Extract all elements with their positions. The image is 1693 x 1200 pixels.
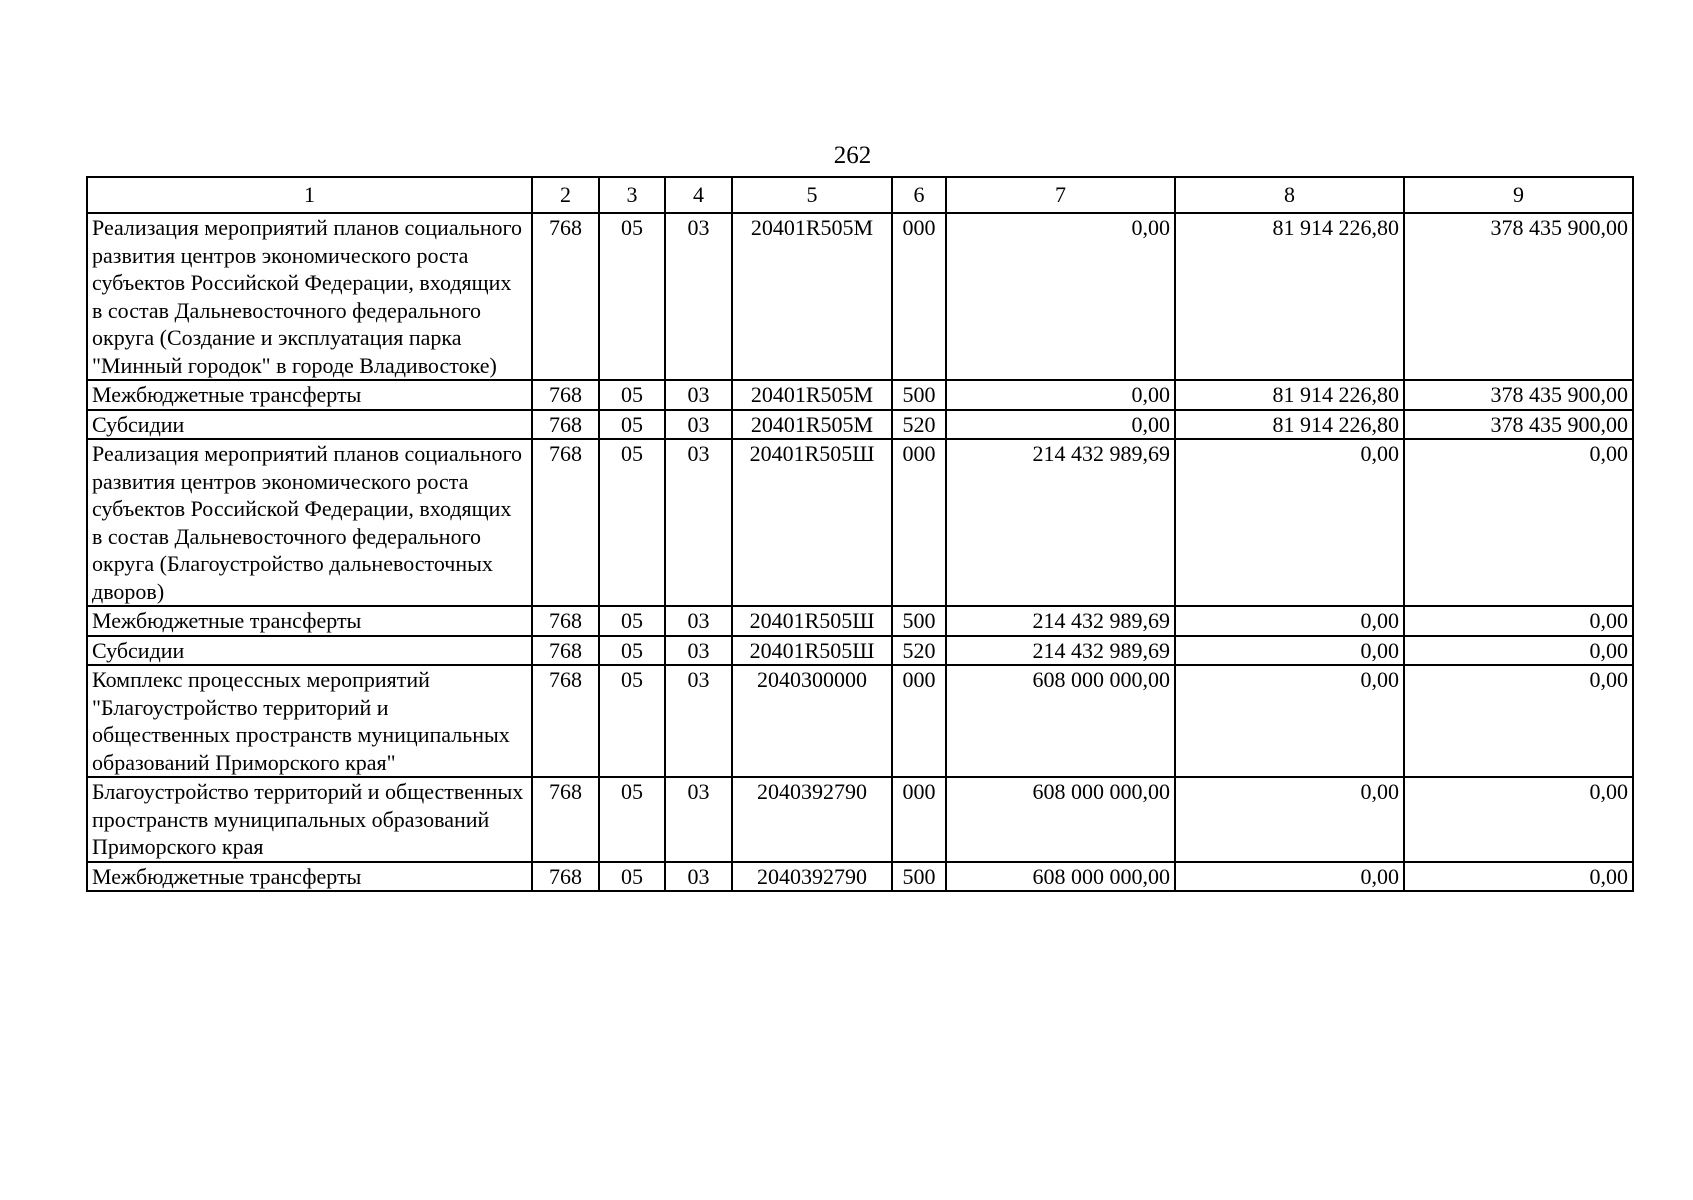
row-code-4: 03 (665, 380, 732, 410)
row-amount-9: 0,00 (1404, 439, 1633, 606)
row-code-2: 768 (532, 213, 599, 380)
budget-table (86, 176, 1634, 892)
table-row (87, 636, 1633, 666)
row-name: Реализация мероприятий планов социального развития центров экономического роста субъектов Российской Федерации, входящих в состав Дальневосточного федерального округа (Благоустройство дальневосточных дворов) (87, 439, 532, 606)
row-code-4: 03 (665, 665, 732, 777)
header-cell-3: 3 (599, 177, 665, 213)
row-amount-8: 81 914 226,80 (1175, 380, 1404, 410)
row-code-2: 768 (532, 862, 599, 892)
row-amount-7: 0,00 (946, 410, 1175, 440)
row-code-5: 20401R505M (732, 380, 892, 410)
table-row (87, 862, 1633, 892)
table-row (87, 213, 1633, 380)
row-code-4: 03 (665, 606, 732, 636)
table-row (87, 777, 1633, 862)
header-cell-8: 8 (1175, 177, 1404, 213)
row-amount-9: 378 435 900,00 (1404, 380, 1633, 410)
header-cell-5: 5 (732, 177, 892, 213)
row-amount-8: 81 914 226,80 (1175, 410, 1404, 440)
row-code-3: 05 (599, 410, 665, 440)
row-code-3: 05 (599, 213, 665, 380)
header-row (87, 177, 1633, 213)
row-name: Субсидии (87, 410, 532, 440)
row-code-5: 2040392790 (732, 777, 892, 862)
row-amount-9: 0,00 (1404, 777, 1633, 862)
row-amount-7: 214 432 989,69 (946, 636, 1175, 666)
row-code-5: 20401R505Ш (732, 636, 892, 666)
header-cell-6: 6 (892, 177, 946, 213)
row-code-3: 05 (599, 777, 665, 862)
page-number: 262 (833, 142, 872, 169)
row-code-3: 05 (599, 636, 665, 666)
row-code-2: 768 (532, 439, 599, 606)
row-code-3: 05 (599, 606, 665, 636)
row-amount-7: 608 000 000,00 (946, 862, 1175, 892)
row-amount-9: 0,00 (1404, 665, 1633, 777)
table-row (87, 410, 1633, 440)
row-amount-7: 214 432 989,69 (946, 606, 1175, 636)
header-cell-9: 9 (1404, 177, 1633, 213)
table-row (87, 665, 1633, 777)
row-amount-7: 608 000 000,00 (946, 777, 1175, 862)
row-code-5: 20401R505Ш (732, 439, 892, 606)
row-code-2: 768 (532, 410, 599, 440)
row-code-6: 500 (892, 862, 946, 892)
row-amount-8: 0,00 (1175, 636, 1404, 666)
row-code-2: 768 (532, 665, 599, 777)
row-code-4: 03 (665, 777, 732, 862)
row-code-4: 03 (665, 213, 732, 380)
header-cell-7: 7 (946, 177, 1175, 213)
table-row (87, 606, 1633, 636)
row-code-3: 05 (599, 380, 665, 410)
row-amount-9: 378 435 900,00 (1404, 213, 1633, 380)
row-code-3: 05 (599, 862, 665, 892)
row-code-5: 20401R505Ш (732, 606, 892, 636)
row-amount-9: 378 435 900,00 (1404, 410, 1633, 440)
row-code-2: 768 (532, 380, 599, 410)
table-row (87, 380, 1633, 410)
row-amount-8: 81 914 226,80 (1175, 213, 1404, 380)
row-amount-8: 0,00 (1175, 606, 1404, 636)
row-code-4: 03 (665, 862, 732, 892)
row-amount-8: 0,00 (1175, 439, 1404, 606)
row-code-5: 2040392790 (732, 862, 892, 892)
header-cell-2: 2 (532, 177, 599, 213)
row-name: Межбюджетные трансферты (87, 862, 532, 892)
row-amount-9: 0,00 (1404, 606, 1633, 636)
row-amount-9: 0,00 (1404, 862, 1633, 892)
row-name: Реализация мероприятий планов социального развития центров экономического роста субъектов Российской Федерации, входящих в состав Дальневосточного федерального округа (Создание и эксплуатация парка "Минный городок" в городе Владивостоке) (87, 213, 532, 380)
row-name: Межбюджетные трансферты (87, 606, 532, 636)
row-code-4: 03 (665, 636, 732, 666)
row-name: Межбюджетные трансферты (87, 380, 532, 410)
row-code-2: 768 (532, 636, 599, 666)
row-code-5: 2040300000 (732, 665, 892, 777)
row-code-4: 03 (665, 410, 732, 440)
row-amount-7: 0,00 (946, 380, 1175, 410)
row-code-6: 520 (892, 636, 946, 666)
row-amount-7: 214 432 989,69 (946, 439, 1175, 606)
header-cell-4: 4 (665, 177, 732, 213)
row-code-4: 03 (665, 439, 732, 606)
row-code-3: 05 (599, 665, 665, 777)
row-code-6: 000 (892, 213, 946, 380)
row-amount-9: 0,00 (1404, 636, 1633, 666)
row-code-6: 520 (892, 410, 946, 440)
row-code-5: 20401R505M (732, 213, 892, 380)
row-code-6: 000 (892, 439, 946, 606)
row-code-5: 20401R505M (732, 410, 892, 440)
row-code-3: 05 (599, 439, 665, 606)
row-amount-8: 0,00 (1175, 862, 1404, 892)
header-cell-1: 1 (87, 177, 532, 213)
row-code-6: 500 (892, 606, 946, 636)
row-amount-7: 0,00 (946, 213, 1175, 380)
row-code-2: 768 (532, 777, 599, 862)
row-name: Субсидии (87, 636, 532, 666)
row-name: Комплекс процессных мероприятий "Благоустройство территорий и общественных пространств муниципальных образований Приморского края" (87, 665, 532, 777)
row-code-6: 000 (892, 777, 946, 862)
row-name: Благоустройство территорий и общественных пространств муниципальных образований Приморского края (87, 777, 532, 862)
row-code-2: 768 (532, 606, 599, 636)
row-amount-8: 0,00 (1175, 777, 1404, 862)
row-code-6: 500 (892, 380, 946, 410)
table-row (87, 439, 1633, 606)
row-code-6: 000 (892, 665, 946, 777)
row-amount-8: 0,00 (1175, 665, 1404, 777)
row-amount-7: 608 000 000,00 (946, 665, 1175, 777)
